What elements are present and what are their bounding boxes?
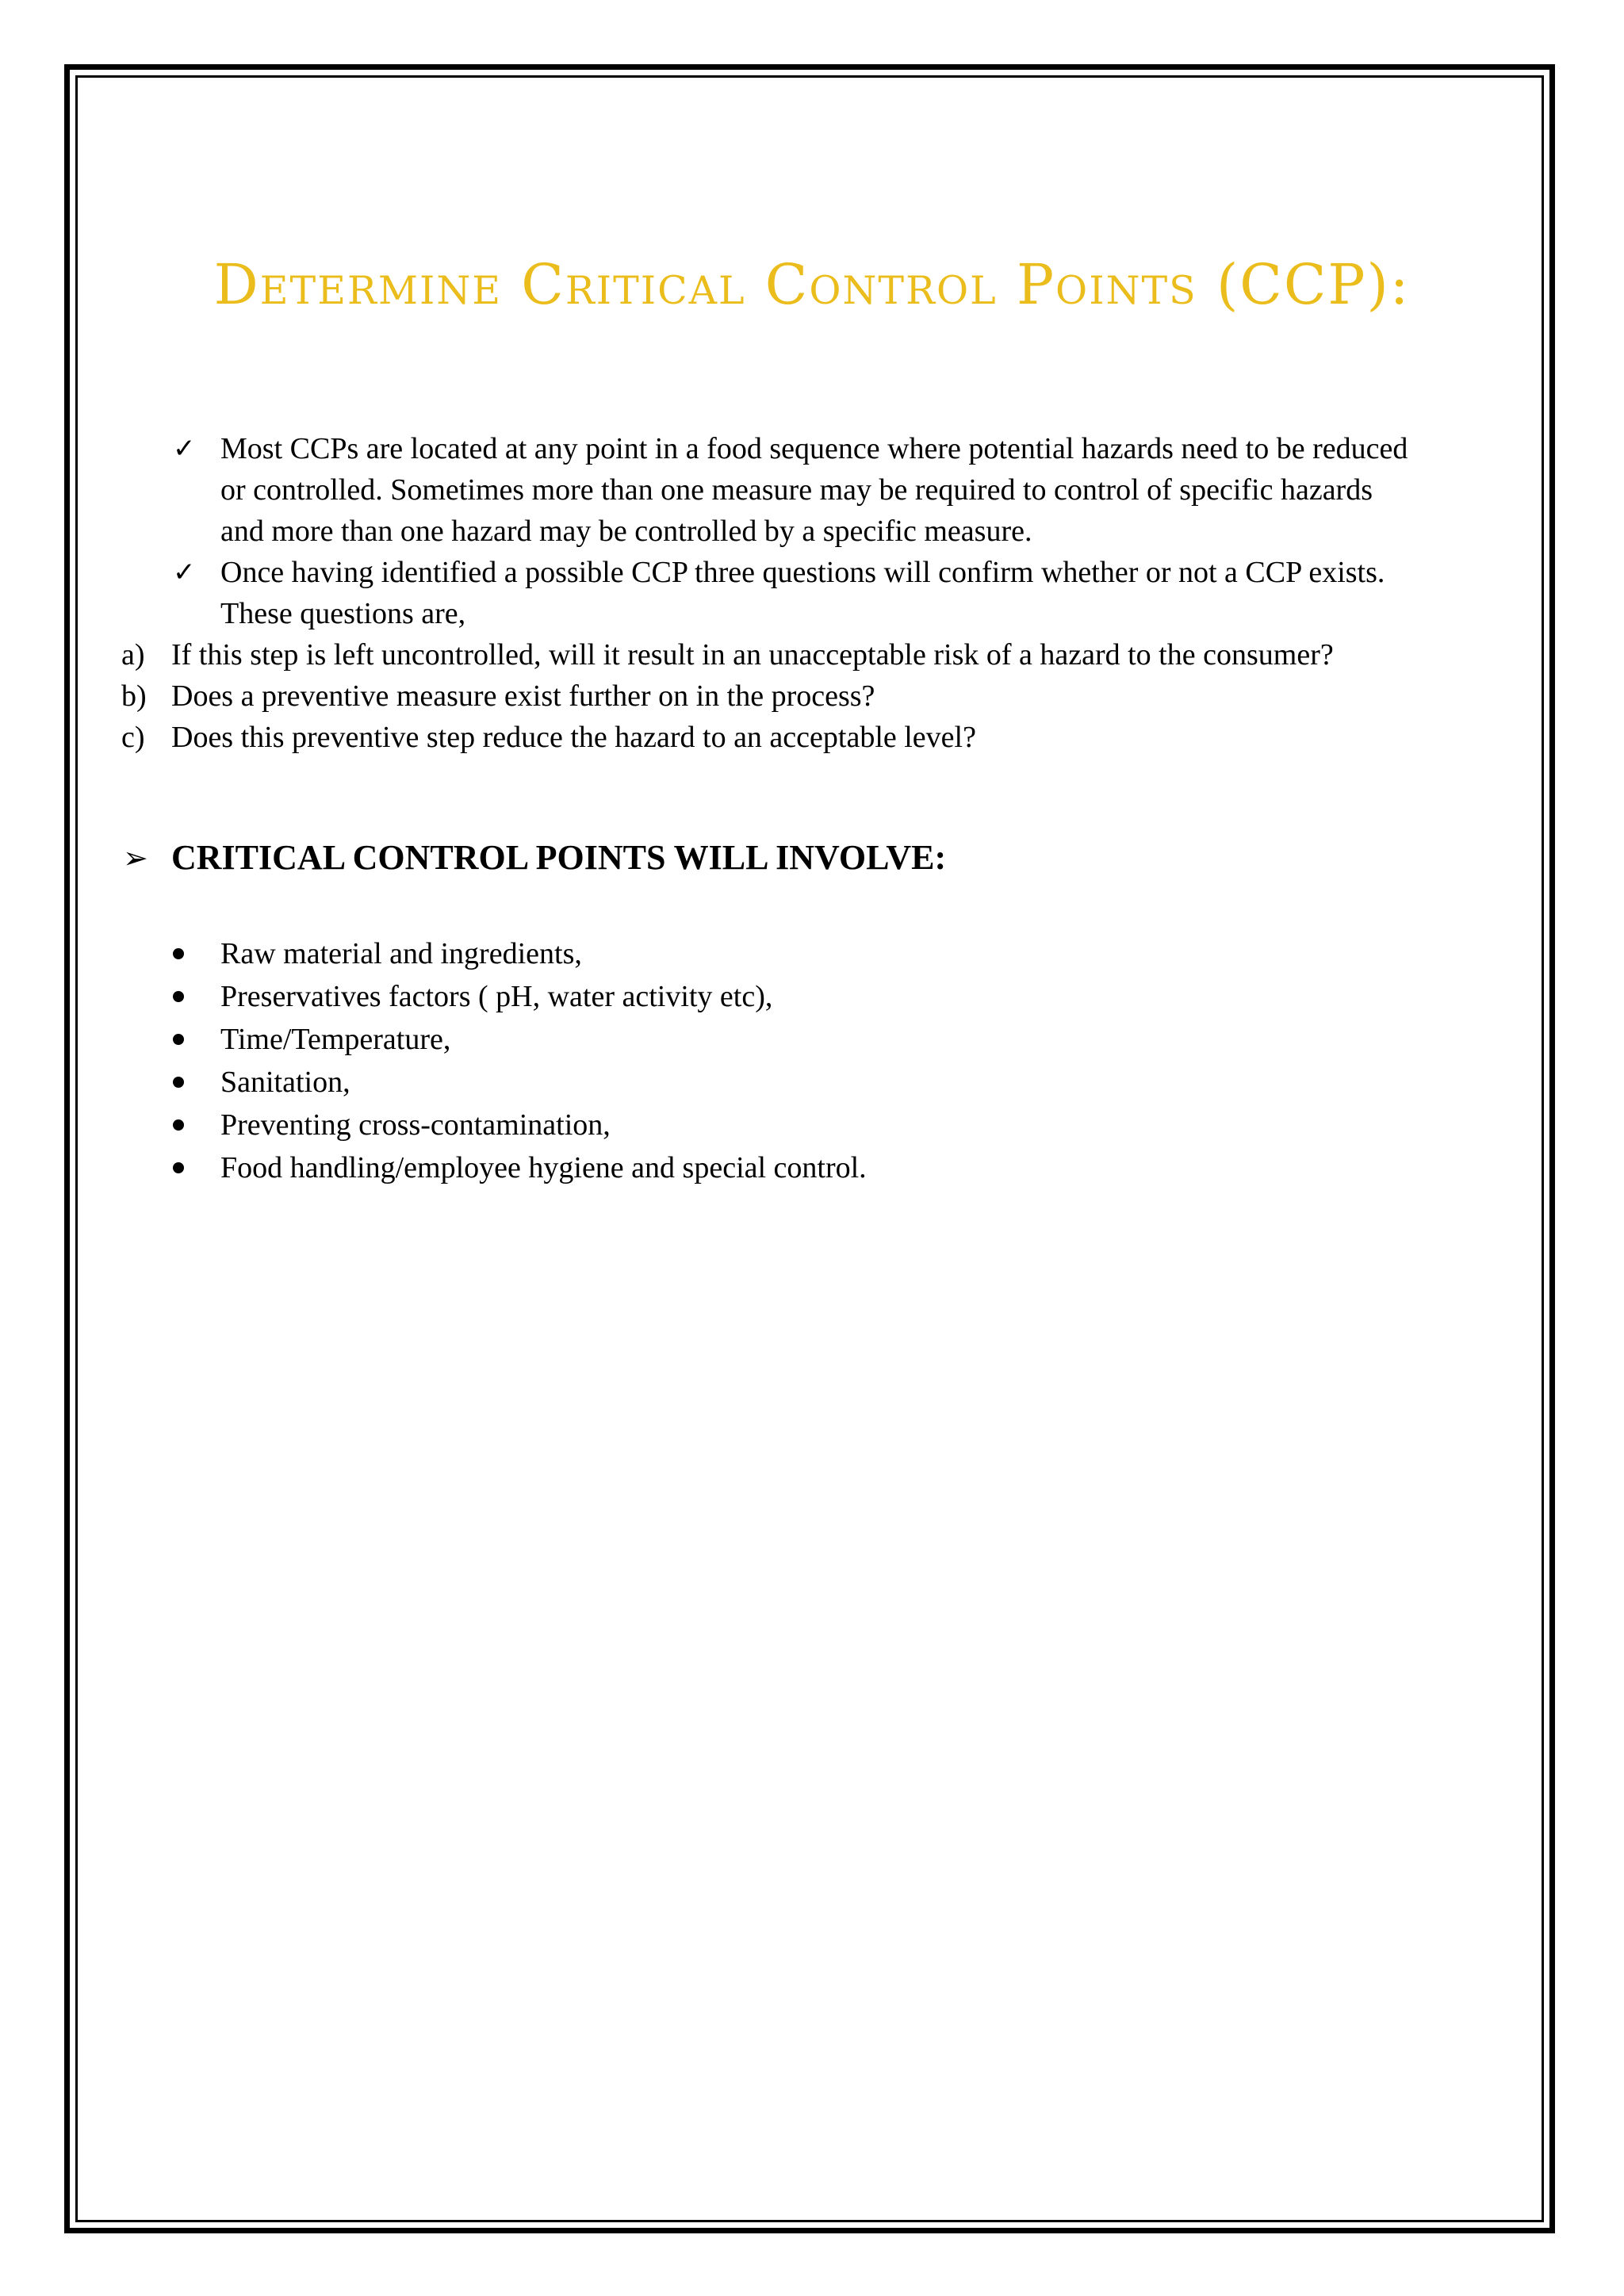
question-a-text: If this step is left uncontrolled, will it result in an unacceptable risk of a hazard to the consumer? bbox=[171, 638, 1334, 672]
bullet-icon bbox=[173, 1119, 184, 1131]
bullet-icon bbox=[173, 1077, 184, 1088]
bullet-icon bbox=[173, 1162, 184, 1173]
question-b-marker: b) bbox=[121, 679, 147, 713]
question-a-marker: a) bbox=[121, 638, 145, 672]
check-item-2-line-2: These questions are, bbox=[220, 597, 466, 630]
list-item: Raw material and ingredients, bbox=[220, 937, 582, 970]
check-icon: ✓ bbox=[173, 433, 196, 465]
list-item: Time/Temperature, bbox=[220, 1023, 451, 1056]
question-c-text: Does this preventive step reduce the hazard to an acceptable level? bbox=[171, 721, 976, 754]
question-c-marker: c) bbox=[121, 721, 145, 754]
bullet-icon bbox=[173, 948, 184, 959]
list-item: Food handling/employee hygiene and special control. bbox=[220, 1151, 867, 1184]
check-item-1-line-1: Most CCPs are located at any point in a food sequence where potential hazards need to be reduced bbox=[220, 432, 1408, 465]
bullet-icon bbox=[173, 991, 184, 1002]
bullet-icon bbox=[173, 1034, 184, 1045]
check-icon: ✓ bbox=[173, 557, 196, 588]
list-item: Sanitation, bbox=[220, 1066, 350, 1099]
arrowhead-icon: ➢ bbox=[123, 840, 148, 875]
check-item-1-line-2: or controlled. Sometimes more than one measure may be required to control of specific hazards bbox=[220, 473, 1373, 507]
list-item: Preservatives factors ( pH, water activity etc), bbox=[220, 980, 773, 1013]
page-title: Determine Critical Control Points (CCP): bbox=[213, 252, 1411, 317]
question-b-text: Does a preventive measure exist further on in the process? bbox=[171, 679, 875, 713]
section-heading: CRITICAL CONTROL POINTS WILL INVOLVE: bbox=[171, 838, 947, 877]
check-item-1-line-3: and more than one hazard may be controlled by a specific measure. bbox=[220, 515, 1032, 548]
check-item-2-line-1: Once having identified a possible CCP three questions will confirm whether or not a CCP exists. bbox=[220, 556, 1385, 589]
list-item: Preventing cross-contamination, bbox=[220, 1108, 611, 1142]
